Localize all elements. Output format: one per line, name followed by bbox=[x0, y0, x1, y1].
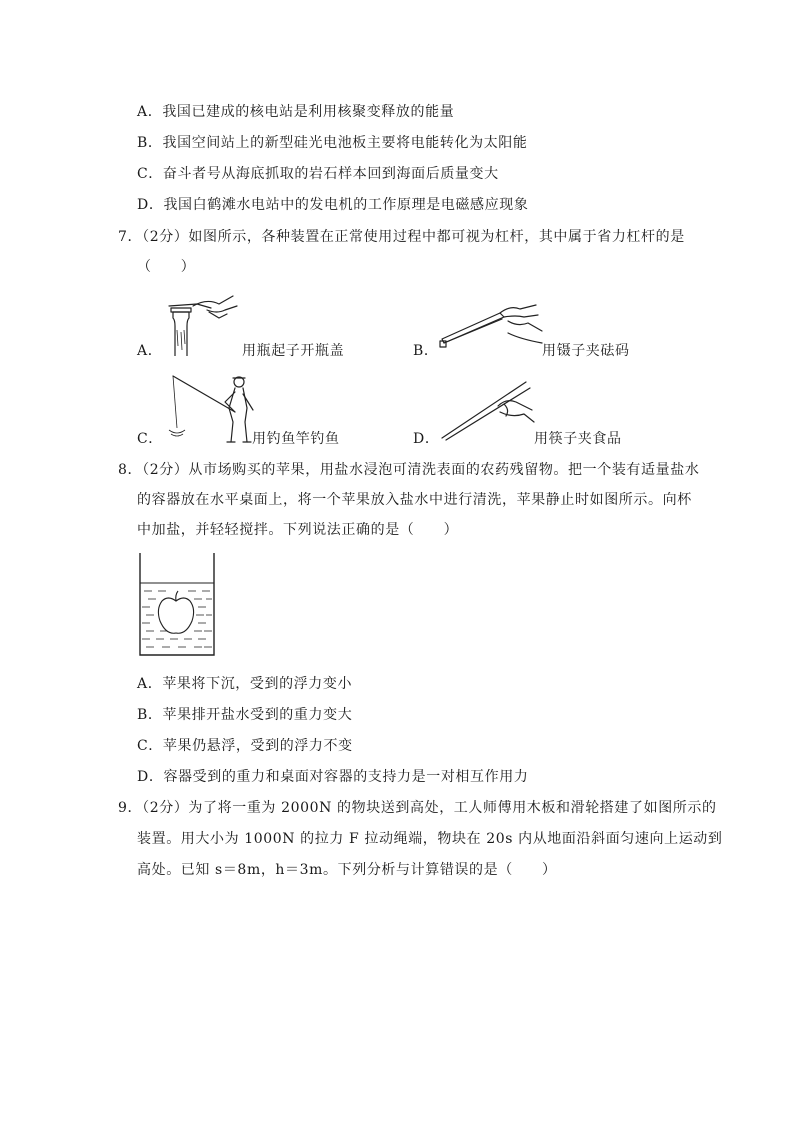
question-number: 9． bbox=[118, 800, 143, 816]
question-text: （2分）如图所示，各种装置在正常使用过程中都可视为杠杆，其中属于省力杠杆的是 bbox=[142, 229, 685, 245]
q9-stem-line2: 装置。用大小为 1000N 的拉力 F 拉动绳端，物块在 20s 内从地面沿斜面匀速向上运动到 bbox=[137, 831, 723, 847]
option-letter: C． bbox=[137, 738, 163, 754]
option-letter: D． bbox=[137, 197, 164, 213]
question-text: （2分）从市场购买的苹果，用盐水浸泡可清洗表面的农药残留物。把一个装有适量盐水 bbox=[142, 462, 700, 478]
q9-stem-line1 bbox=[118, 798, 717, 818]
q9-stem-line3: 高处。已知 s＝8m，h＝3m。下列分析与计算错误的是（ ） bbox=[137, 862, 557, 878]
option-text: 苹果排开盐水受到的重力变大 bbox=[162, 707, 353, 723]
option-text: 苹果将下沉，受到的浮力变小 bbox=[162, 676, 353, 692]
fishing-rod-icon bbox=[163, 372, 258, 444]
q7-option-d-letter: D． bbox=[413, 431, 440, 447]
q8-option-b bbox=[137, 705, 352, 725]
q7-option-a-letter: A． bbox=[137, 343, 163, 359]
q7-answer-blank: （ ） bbox=[137, 259, 196, 275]
option-text: 我国白鹤滩水电站中的发电机的工作原理是电磁感应现象 bbox=[163, 197, 529, 213]
q6-option-a bbox=[137, 102, 454, 122]
q8-stem-line1 bbox=[118, 460, 699, 480]
question-number: 8． bbox=[118, 462, 143, 478]
q8-option-d bbox=[137, 767, 528, 787]
q6-option-c bbox=[137, 164, 499, 184]
q8-option-c bbox=[137, 736, 353, 756]
option-letter: A． bbox=[137, 676, 163, 692]
option-letter: A． bbox=[137, 104, 163, 120]
q7-option-b-letter: B． bbox=[413, 343, 439, 359]
chopsticks-icon bbox=[440, 380, 535, 442]
option-letter: D． bbox=[137, 769, 164, 785]
option-text: 奋斗者号从海底抓取的岩石样本回到海面后质量变大 bbox=[162, 166, 499, 182]
q7-option-c-caption: 用钓鱼竿钓鱼 bbox=[252, 431, 340, 447]
q7-stem bbox=[118, 227, 685, 247]
q8-option-a bbox=[137, 674, 352, 694]
salt-water-container-figure bbox=[138, 553, 218, 657]
q7-option-d-caption: 用筷子夹食品 bbox=[534, 431, 622, 447]
q7-option-a-caption: 用瓶起子开瓶盖 bbox=[242, 343, 345, 359]
question-text: （2分）为了将一重为 2000N 的物块送到高处，工人师傅用木板和滑轮搭建了如图所示的 bbox=[142, 800, 717, 816]
q8-stem-line2: 的容器放在水平桌面上，将一个苹果放入盐水中进行清洗，苹果静止时如图所示。向杯 bbox=[137, 492, 692, 508]
option-text: 我国已建成的核电站是利用核聚变释放的能量 bbox=[162, 104, 455, 120]
question-number: 7． bbox=[118, 229, 143, 245]
option-letter: B． bbox=[137, 135, 163, 151]
option-text: 苹果仍悬浮，受到的浮力不变 bbox=[162, 738, 353, 754]
q7-option-c-letter: C． bbox=[137, 431, 163, 447]
q8-stem-line3: 中加盐，并轻轻搅拌。下列说法正确的是（ ） bbox=[137, 522, 459, 538]
q6-option-b bbox=[137, 133, 528, 153]
q6-option-d bbox=[137, 195, 528, 215]
tweezers-icon bbox=[438, 303, 543, 353]
option-letter: B． bbox=[137, 707, 163, 723]
q7-option-b-caption: 用镊子夹砝码 bbox=[542, 343, 630, 359]
option-text: 我国空间站上的新型硅光电池板主要将电能转化为太阳能 bbox=[162, 135, 528, 151]
option-text: 容器受到的重力和桌面对容器的支持力是一对相互作用力 bbox=[163, 769, 529, 785]
option-letter: C． bbox=[137, 166, 163, 182]
bottle-opener-icon bbox=[163, 294, 238, 356]
